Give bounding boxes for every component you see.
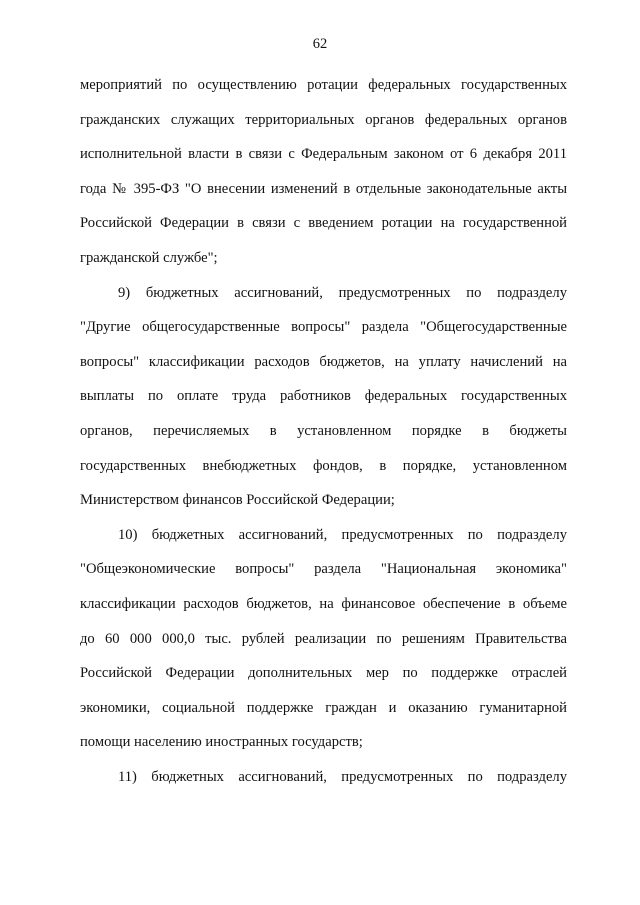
text-line: мероприятий по осуществлению ротации федеральных государственных — [80, 77, 567, 93]
text-line: экономики, социальной поддержке граждан и оказанию гуманитарной — [80, 699, 567, 716]
text-line: "Другие общегосударственные вопросы" раздела "Общегосударственные — [80, 319, 567, 336]
text-line: классификации расходов бюджетов, на финансовое обеспечение в объеме — [80, 595, 567, 612]
paragraph-start-line: 9) бюджетных ассигнований, предусмотренных по подразделу — [118, 284, 567, 301]
page-number: 62 — [312, 36, 328, 52]
text-line: гражданской службе"; — [80, 249, 218, 266]
paragraph-start-line: 11) бюджетных ассигнований, предусмотренных по подразделу — [118, 768, 567, 785]
document-body — [80, 68, 567, 794]
text-line: помощи населению иностранных государств; — [80, 734, 363, 751]
text-line: выплаты по оплате труда работников федеральных государственных — [80, 388, 567, 405]
text-line: года № 395-ФЗ "О внесении изменений в отдельные законодательные акты — [80, 180, 567, 197]
text-line: Министерством финансов Российской Федерации; — [80, 492, 395, 509]
text-line: Российской Федерации дополнительных мер по поддержке отраслей — [80, 665, 567, 682]
text-line: органов, перечисляемых в установленном порядке в бюджеты — [80, 422, 567, 439]
text-line: вопросы" классификации расходов бюджетов, на уплату начислений на — [80, 353, 567, 370]
text-line: Российской Федерации в связи с введением ротации на государственной — [80, 215, 567, 232]
text-line: исполнительной власти в связи с Федеральным законом от 6 декабря 2011 — [80, 146, 567, 163]
text-line: государственных внебюджетных фондов, в порядке, установленном — [80, 457, 567, 474]
text-line: гражданских служащих территориальных органов федеральных органов — [80, 111, 567, 128]
text-line: до 60 000 000,0 тыс. рублей реализации по решениям Правительства — [80, 630, 567, 647]
paragraph-start-line: 10) бюджетных ассигнований, предусмотренных по подразделу — [118, 526, 567, 543]
text-line: "Общеэкономические вопросы" раздела "Национальная экономика" — [80, 561, 567, 578]
